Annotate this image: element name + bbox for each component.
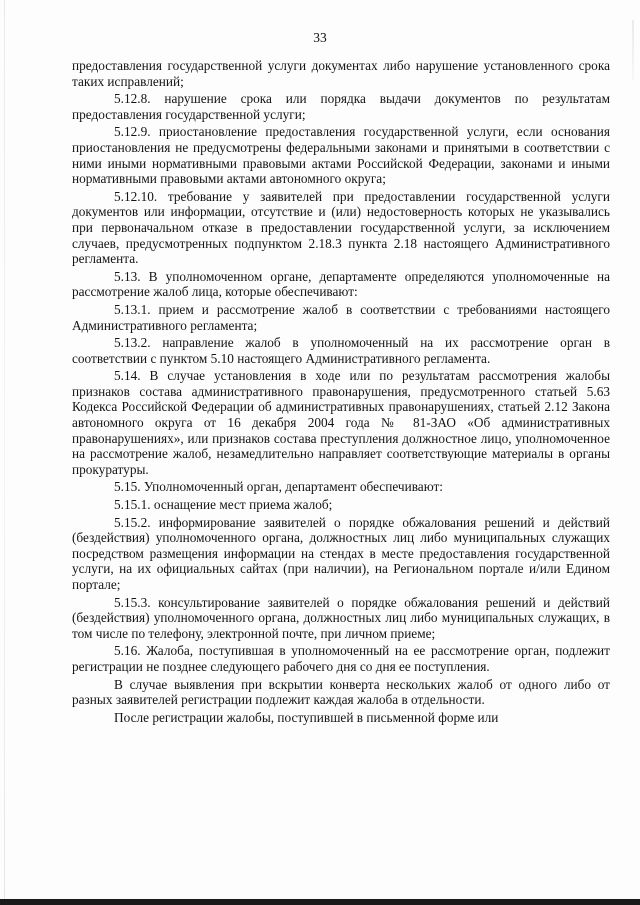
paragraph-5-14: 5.14. В случае установления в ходе или по результатам рассмотрения жалобы признаков состава административного правонарушения, предусмотренного статьей 5.63 Кодекса Российской Федерации об административных правонарушениях, статьей 2.12 Закона автономного округа от 16 декабря 2004 года № 81-ЗАО «Об административных правонарушениях», или признаков состава преступления должностное лицо, уполномоченное на рассмотрение жалоб, незамедлительно направляет соответствующие материалы в органы прокуратуры. xyxy=(72,368,610,477)
paragraph-5-13-2: 5.13.2. направление жалоб в уполномоченный на их рассмотрение орган в соответствии с пунктом 5.10 настоящего Административного регламента. xyxy=(72,335,610,366)
paragraph-5-16: 5.16. Жалоба, поступившая в уполномоченный на ее рассмотрение орган, подлежит регистрации не позднее следующего рабочего дня со дня ее поступления. xyxy=(72,643,610,674)
paragraph-5-12-9: 5.12.9. приостановление предоставления государственной услуги, если основания приостановления не предусмотрены федеральными законами и принятыми в соответствии с ними иными нормативными правовыми актами Российской Федерации, законами и иными нормативными правовыми актами автономного округа; xyxy=(72,124,610,187)
paragraph-5-15-3: 5.15.3. консультирование заявителей о порядке обжалования решений и действий (бездействия) уполномоченного органа, должностных лиц либо муниципальных служащих, в том числе по телефону, электронной почте, при личном приеме; xyxy=(72,594,610,641)
paragraph-envelope: В случае выявления при вскрытии конверта нескольких жалоб от одного либо от разных заявителей регистрации подлежит каждая жалоба в отдельности. xyxy=(72,676,610,708)
scan-bottom-edge xyxy=(0,899,640,905)
paragraph-5-12-10: 5.12.10. требование у заявителей при предоставлении государственной услуги документов или информации, отсутствие и (или) недостоверность которых не указывались при первоначальном отказе в предоставлении государственной услуги, за исключением случаев, предусмотренных подпунктом 2.18.3 пункта 2.18 настоящего Административного регламента. xyxy=(72,188,610,267)
paragraph-5-15: 5.15. Уполномоченный орган, департамент обеспечивают: xyxy=(114,479,443,495)
paragraph-continuation: предоставления государственной услуги документах либо нарушение установленного срока таких исправлений; xyxy=(72,58,610,89)
paragraph-after-registration: После регистрации жалобы, поступившей в письменной форме или xyxy=(114,709,499,725)
paragraph-5-13: 5.13. В уполномоченном органе, департаменте определяются уполномоченные на рассмотрение жалоб лица, которые обеспечивают: xyxy=(72,268,610,300)
paragraph-5-15-2: 5.15.2. информирование заявителей о порядке обжалования решений и действий (бездействия) уполномоченного органа, должностных лиц либо муниципальных служащих посредством размещения информации на стендах в месте предоставления государственной услуги, на их официальных сайтах (при наличии), на Региональном портале и/или Едином портале; xyxy=(72,514,610,592)
scan-edge-decoration xyxy=(4,0,5,905)
page-number: 33 xyxy=(313,30,327,45)
paragraph-5-13-1: 5.13.1. прием и рассмотрение жалоб в соответствии с требованиями настоящего Административного регламента; xyxy=(72,301,610,333)
scan-mark-decoration xyxy=(632,20,634,80)
document-body xyxy=(72,58,610,727)
paragraph-5-12-8: 5.12.8. нарушение срока или порядка выдачи документов по результатам предоставления государственной услуги; xyxy=(72,91,610,122)
paragraph-5-15-1: 5.15.1. оснащение мест приема жалоб; xyxy=(114,497,333,513)
